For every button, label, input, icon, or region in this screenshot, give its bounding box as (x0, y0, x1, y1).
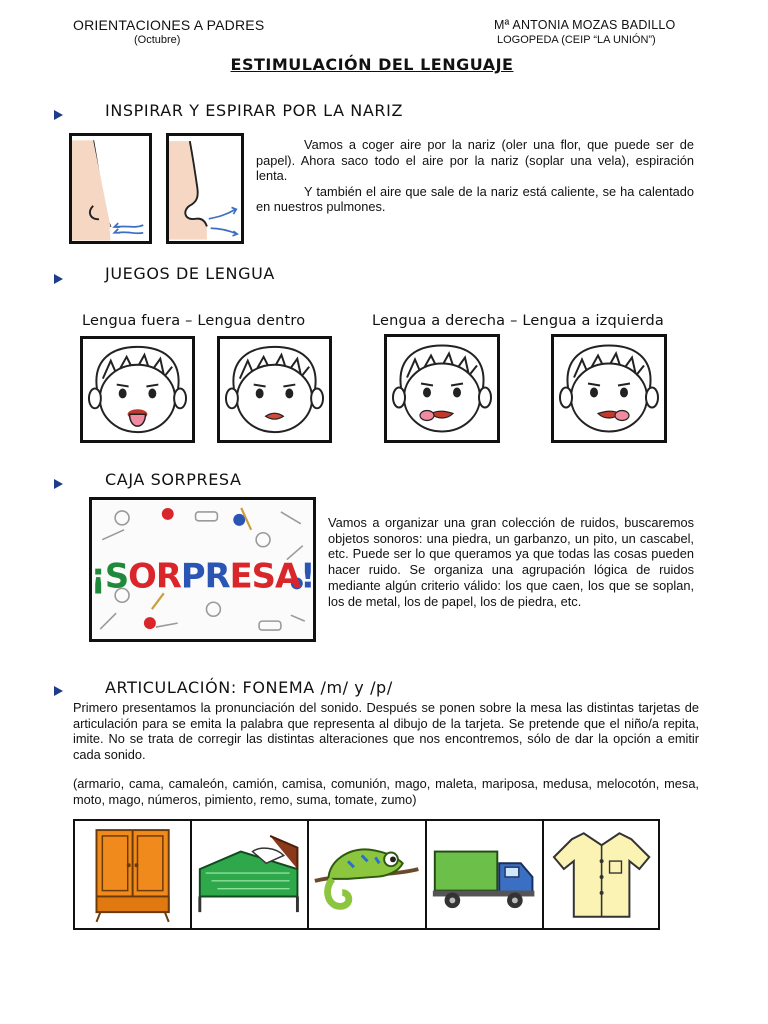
section-heading-nose: INSPIRAR Y ESPIRAR POR LA NARIZ (105, 101, 404, 120)
chameleon-icon (309, 821, 426, 928)
boy-tongue-out-icon (80, 336, 195, 443)
articulation-cards-strip (73, 819, 660, 930)
sorpresa-word: ¡SORPRESA! (90, 556, 315, 596)
articulation-paragraph-2: (armario, cama, camaleón, camión, camisa, comunión, mago, maleta, mariposa, medusa, melocotón, mesa, moto, mago, números, pimiento, remo, suma, tomate, zumo) (73, 776, 699, 807)
shirt-icon (544, 821, 658, 928)
wardrobe-icon (75, 821, 192, 928)
bullet-icon (54, 110, 63, 120)
caption-tongue-in-out: Lengua fuera – Lengua dentro (82, 313, 306, 329)
caption-tongue-left-right: Lengua a derecha – Lengua a izquierda (372, 313, 665, 329)
bullet-icon (54, 686, 63, 696)
nose-text (256, 137, 694, 215)
section-heading-box: CAJA SORPRESA (105, 470, 242, 489)
page-title: ESTIMULACIÓN DEL LENGUAJE (230, 55, 514, 74)
nose-exhale-icon (166, 133, 244, 244)
boy-tongue-right-icon (384, 334, 500, 443)
bullet-icon (54, 274, 63, 284)
articulation-paragraph-1: Primero presentamos la pronunciación del sonido. Después se ponen sobre la mesa las distintas tarjetas de articulación para se emita la palabra que representa al dibujo de la tarjeta. Se pretende que el niño/a repita, imite. No se trata de corregir las distintas alteraciones que nos encontremos, sólo de dar la opción a emitir cada sonido. (73, 700, 699, 762)
nose-inhale-icon (69, 133, 152, 244)
sorpresa-box-image (89, 497, 316, 642)
boy-tongue-left-icon (551, 334, 667, 443)
nose-paragraph-2: Y también el aire que sale de la nariz está caliente, se ha calentado en nuestros pulmones. (256, 183, 694, 215)
truck-icon (427, 821, 544, 928)
header-right-title: Mª ANTONIA MOZAS BADILLO (494, 18, 676, 32)
header-left-subtitle: (Octubre) (134, 34, 181, 46)
boy-tongue-in-icon (217, 336, 332, 443)
header-right-subtitle: LOGOPEDA (CEIP “LA UNIÓN”) (497, 34, 656, 46)
header-left-title: ORIENTACIONES A PADRES (73, 17, 265, 33)
bullet-icon (54, 479, 63, 489)
box-text: Vamos a organizar una gran colección de ruidos, buscaremos objetos sonoros: una piedra, un garbanzo, un pito, un cascabel, etc. Puede ser lo que queramos ya que todas las cosas pueden hacer ruido. Se organiza una agrupación lógica de ruidos mediante algún criterio válido: los que caen, los que se soplan, los de metal, los de papel, los de piedra, etc. (328, 515, 694, 609)
section-heading-tongue: JUEGOS DE LENGUA (105, 264, 275, 283)
nose-paragraph-1: Vamos a coger aire por la nariz (oler una flor, que puede ser de papel). Ahora saco todo el aire por la nariz (soplar una vela), espiración lenta. (256, 137, 694, 184)
bed-icon (192, 821, 309, 928)
section-heading-articulation: ARTICULACIÓN: FONEMA /m/ y /p/ (105, 678, 393, 697)
